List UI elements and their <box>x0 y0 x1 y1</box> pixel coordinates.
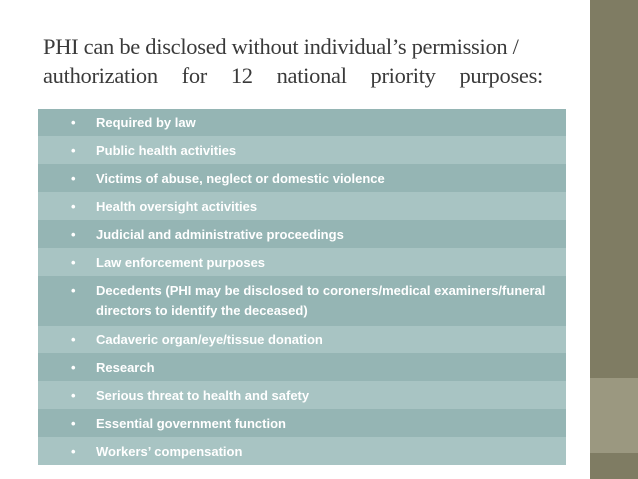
list-item <box>38 136 566 164</box>
list-item <box>38 276 566 326</box>
bullet: • <box>71 387 76 403</box>
title-line-2 <box>43 61 543 90</box>
list-item <box>38 326 566 353</box>
title-line-1: PHI can be disclosed without individual’s permission / <box>43 34 519 59</box>
bullet: • <box>71 443 76 459</box>
purposes-table <box>38 109 566 465</box>
list-item <box>38 164 566 192</box>
list-item-text: Serious threat to health and safety <box>96 387 310 403</box>
list-item-text: Health oversight activities <box>96 198 258 214</box>
list-item-text: Decedents (PHI may be disclosed to coroners/medical examiners/funeral directors to identify the deceased) <box>96 283 546 318</box>
slide-title <box>43 32 543 90</box>
list-item <box>38 381 566 409</box>
bullet: • <box>71 359 76 375</box>
list-item <box>38 248 566 276</box>
title-word: for <box>181 63 207 88</box>
title-word: authorization <box>43 63 158 88</box>
list-item-text: Judicial and administrative proceedings <box>96 226 344 242</box>
bullet: • <box>71 170 76 186</box>
title-word: 12 <box>230 63 253 88</box>
list-item <box>38 353 566 381</box>
list-item <box>38 409 566 437</box>
list-item-text: Essential government function <box>96 415 286 431</box>
bullet: • <box>71 283 76 298</box>
bullet: • <box>71 415 76 431</box>
bullet: • <box>71 226 76 242</box>
list-item-text: Workers’ compensation <box>96 443 243 459</box>
title-word: national <box>276 63 347 88</box>
title-word: priority <box>370 63 436 88</box>
bullet: • <box>71 142 76 158</box>
list-item-text: Public health activities <box>96 142 237 158</box>
list-item-text: Victims of abuse, neglect or domestic violence <box>96 170 385 186</box>
bullet: • <box>71 254 76 270</box>
title-word: purposes: <box>459 63 543 88</box>
bullet: • <box>71 332 76 347</box>
list-item <box>38 192 566 220</box>
list-item-text: Required by law <box>96 115 196 130</box>
list-item <box>38 437 566 465</box>
list-item-text: Cadaveric organ/eye/tissue donation <box>96 332 323 347</box>
bullet: • <box>71 198 76 214</box>
list-item-text: Law enforcement purposes <box>96 254 266 270</box>
list-item-text: Research <box>96 359 155 375</box>
list-item <box>38 220 566 248</box>
sidebar-accent-band <box>590 378 638 453</box>
bullet: • <box>71 115 76 130</box>
list-item <box>38 109 566 136</box>
decorative-sidebar <box>590 0 638 479</box>
